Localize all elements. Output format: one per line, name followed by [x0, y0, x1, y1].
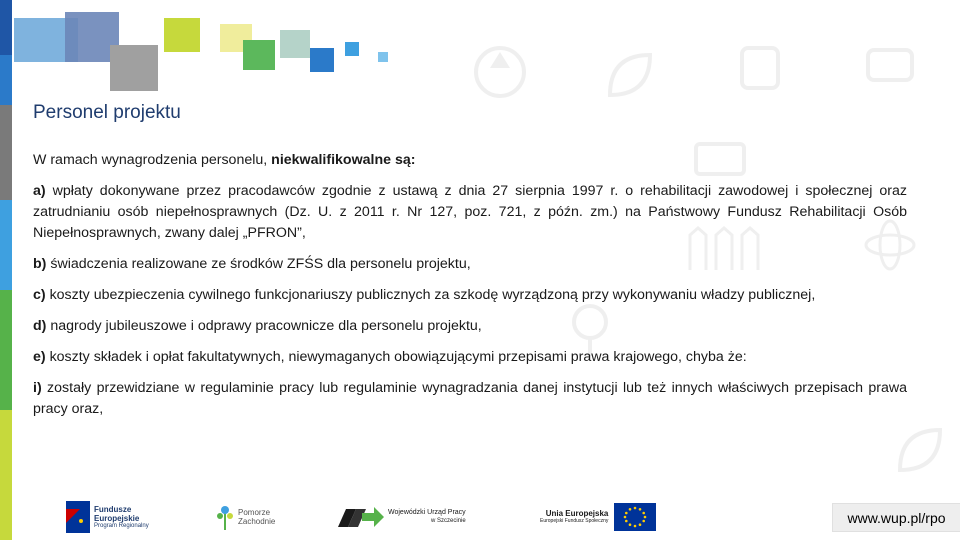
unia-europejska-logo	[540, 500, 656, 534]
list-item	[33, 378, 907, 420]
pomorze-zachodnie-logo	[215, 500, 275, 534]
pomorze-flower-icon	[215, 502, 235, 532]
chat-icon	[860, 40, 920, 100]
wup-line1: Wojewódzki Urząd Pracy	[388, 509, 466, 516]
fe-flag-icon	[66, 501, 90, 533]
page-title: Personel projektu	[33, 102, 181, 123]
ue-line2: Europejski Fundusz Społeczny	[540, 518, 609, 524]
recycle-icon	[470, 42, 530, 102]
wup-line2: w Szczecinie	[431, 518, 466, 524]
fundusze-europejskie-logo	[66, 500, 149, 534]
ue-line1: Unia Europejska	[545, 509, 609, 518]
list-item	[33, 254, 907, 275]
list-item-text: koszty składek i opłat fakultatywnych, niewymaganych obowiązującymi przepisami prawa krajowego, chyba że:	[45, 349, 747, 365]
list-item	[33, 181, 907, 244]
deco-square	[310, 48, 334, 72]
list-marker: d)	[33, 318, 47, 334]
intro-text: W ramach wynagrodzenia personelu,	[33, 152, 272, 168]
side-stripe	[0, 55, 12, 105]
deco-square	[378, 52, 388, 62]
deco-square	[164, 18, 200, 52]
fe-line3: Program Regionalny	[94, 522, 149, 529]
leaf-icon	[600, 45, 660, 105]
side-stripe	[0, 200, 12, 290]
list-item-text: świadczenia realizowane ze środków ZFŚS dla personelu projektu,	[46, 256, 471, 272]
website-link[interactable]: www.wup.pl/rpo	[832, 503, 960, 532]
list-item	[33, 316, 907, 337]
wup-logo	[338, 500, 466, 534]
intro-bold: niekwalifikowalne są:	[271, 152, 416, 168]
list-item-text: wpłaty dokonywane przez pracodawców zgodnie z ustawą z dnia 27 sierpnia 1997 r. o rehabilitacji zawodowej i społecznej oraz zatrudnianiu osób niepełnosprawnych (Dz. U. z 2011 r. Nr 127, poz. 721, z późn. zm.) na Państwowy Fundusz Rehabilitacji Osób Niepełnosprawnych, zwany dalej „PFRON”,	[33, 183, 907, 241]
tram-icon	[730, 40, 790, 100]
deco-square	[110, 45, 158, 91]
deco-square	[280, 30, 310, 58]
intro-paragraph	[33, 150, 907, 171]
fe-line1: Fundusze	[94, 504, 132, 514]
eu-flag-icon	[614, 503, 656, 531]
list-item	[33, 347, 907, 368]
list-marker: c)	[33, 287, 46, 303]
list-item-text: koszty ubezpieczenia cywilnego funkcjonariuszy publicznych za szkodę wyrządzoną przy wykonywaniu władzy publicznej,	[45, 287, 816, 303]
side-stripe	[0, 410, 12, 540]
side-stripe	[0, 290, 12, 410]
pomorze-line1: Pomorze	[238, 508, 271, 517]
list-marker: e)	[33, 349, 46, 365]
side-stripe	[0, 105, 12, 200]
list-marker: i)	[33, 380, 42, 396]
list-item-text: nagrody jubileuszowe i odprawy pracownicze dla personelu projektu,	[46, 318, 482, 334]
list-item-text: zostały przewidziane w regulaminie pracy lub regulaminie wynagradzania danej instytucji lub też innych właściwych przepisach prawa pracy oraz,	[33, 380, 907, 417]
side-stripe	[0, 0, 12, 55]
list-marker: a)	[33, 183, 46, 199]
list-marker: b)	[33, 256, 47, 272]
deco-square	[345, 42, 359, 56]
deco-square	[243, 40, 275, 70]
wup-arrow-icon	[338, 503, 384, 531]
pomorze-line2: Zachodnie	[238, 517, 276, 526]
fe-line2: Europejskie	[94, 513, 140, 523]
list-item	[33, 285, 907, 306]
content-body	[33, 150, 907, 430]
